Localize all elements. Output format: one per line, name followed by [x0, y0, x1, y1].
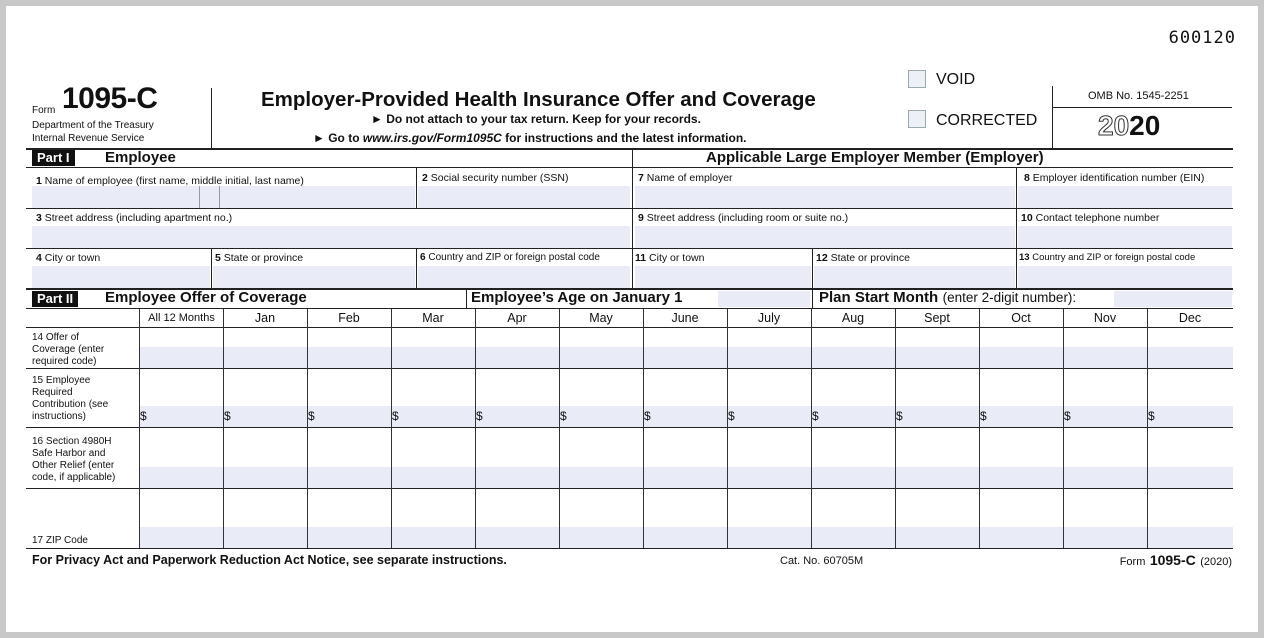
ssn-input[interactable] — [418, 186, 630, 208]
form-1095c-page — [6, 6, 1258, 632]
employer-state-input[interactable] — [814, 266, 1015, 288]
omb-rule — [1052, 107, 1232, 108]
month-header-jul: July — [757, 311, 781, 325]
employee-street-input[interactable] — [32, 226, 630, 248]
field-5-number: 5 — [215, 252, 221, 264]
employee-name-input[interactable] — [32, 186, 415, 208]
part1-center-divider — [632, 148, 633, 288]
employee-state-input[interactable] — [213, 266, 415, 288]
field-6-number: 6 — [420, 252, 426, 263]
currency-symbol: $ — [392, 409, 399, 423]
row-14-offer-inputs[interactable] — [140, 347, 1233, 368]
void-checkbox[interactable] — [908, 70, 926, 88]
plan-start-title: Plan Start Month — [819, 289, 939, 306]
divider-plan — [812, 290, 813, 308]
footer-form-id — [1120, 552, 1232, 570]
employee-zip-input[interactable] — [418, 266, 630, 288]
col-divider — [1063, 309, 1064, 548]
field-9-text: Street address (including room or suite no.) — [646, 212, 849, 224]
contact-phone-input[interactable] — [1018, 226, 1232, 248]
month-header-oct: Oct — [1011, 311, 1031, 325]
rule-part1-bottom — [26, 167, 1233, 168]
month-header-jan: Jan — [254, 311, 276, 325]
month-header-may: May — [589, 311, 613, 325]
plan-start-label — [819, 289, 1076, 307]
row-16-label: 16 Section 4980H Safe Harbor and Other Relief (enter code, if applicable) — [32, 436, 116, 483]
col-divider — [811, 309, 812, 548]
row-16-safe-harbor-inputs[interactable] — [140, 467, 1233, 488]
field-1-text: Name of employee (first name, middle initial, last name) — [44, 175, 304, 187]
employee-age-label: Employee’s Age on January 1 — [471, 289, 683, 306]
header-divider-left — [211, 88, 212, 148]
field-13-number: 13 — [1019, 252, 1030, 263]
currency-symbol: $ — [476, 409, 483, 423]
field-2-number: 2 — [422, 172, 428, 184]
footer-form-year: (2020) — [1200, 556, 1232, 568]
catalog-number: Cat. No. 60705M — [780, 555, 864, 567]
field-6-label — [420, 252, 600, 263]
currency-symbol: $ — [308, 409, 315, 423]
field-4-text: City or town — [44, 252, 101, 264]
field-7-number: 7 — [638, 172, 644, 184]
tax-year-bold: 20 — [1129, 110, 1161, 141]
currency-symbol: $ — [644, 409, 651, 423]
col-divider — [223, 309, 224, 548]
divider-11-12 — [812, 249, 813, 288]
form-title: Employer-Provided Health Insurance Offer and Coverage — [261, 88, 816, 111]
instruction-go-to: ► Go to — [313, 131, 363, 145]
rule-row2 — [26, 248, 1233, 249]
field-1-label — [36, 175, 304, 187]
divider-4-5 — [211, 249, 212, 288]
month-header-feb: Feb — [338, 311, 360, 325]
rule-row17 — [26, 548, 1233, 549]
field-4-label — [36, 252, 100, 264]
employer-street-input[interactable] — [635, 226, 1015, 248]
form-number: 1095-C — [62, 82, 158, 115]
employee-name-subdivider-2 — [219, 186, 220, 208]
currency-symbol: $ — [728, 409, 735, 423]
instruction-rest: for instructions and the latest information. — [501, 131, 747, 145]
field-6-text: Country and ZIP or foreign postal code — [428, 252, 600, 263]
field-5-label — [215, 252, 303, 264]
field-12-number: 12 — [816, 252, 828, 264]
rule-row15 — [26, 427, 1233, 428]
instruction-line-2 — [313, 131, 747, 145]
field-11-text: City or town — [649, 252, 705, 264]
field-8-text: Employer identification number (EIN) — [1032, 172, 1205, 184]
month-header-all12: All 12 Months — [148, 312, 215, 324]
field-2-label — [422, 172, 568, 184]
employee-city-input[interactable] — [32, 266, 210, 288]
footer-form-prefix: Form — [1119, 556, 1146, 568]
currency-symbol: $ — [140, 409, 147, 423]
field-2-text: Social security number (SSN) — [430, 172, 569, 184]
col-divider — [643, 309, 644, 548]
currency-symbol: $ — [1064, 409, 1071, 423]
col-divider — [559, 309, 560, 548]
month-header-apr: Apr — [507, 311, 527, 325]
field-7-label — [638, 172, 733, 184]
footer-form-number: 1095-C — [1149, 552, 1196, 568]
field-1-number: 1 — [36, 175, 42, 187]
plan-start-hint: (enter 2-digit number): — [942, 290, 1077, 305]
col-divider — [139, 309, 140, 548]
irs-name: Internal Revenue Service — [32, 133, 145, 144]
col-divider — [1147, 309, 1148, 548]
part1-title: Employee — [105, 149, 176, 166]
currency-symbol: $ — [1148, 409, 1155, 423]
omb-number: OMB No. 1545-2251 — [1088, 90, 1189, 102]
field-11-number: 11 — [635, 252, 647, 264]
dept-treasury: Department of the Treasury — [32, 120, 154, 131]
field-11-label — [635, 252, 704, 264]
field-3-number: 3 — [36, 212, 42, 224]
field-4-number: 4 — [36, 252, 42, 264]
rule-part1-top — [26, 148, 1233, 150]
field-7-text: Name of employer — [646, 172, 733, 184]
header-divider-right — [1052, 86, 1053, 148]
month-header-nov: Nov — [1093, 311, 1117, 325]
part1-badge: Part I — [32, 150, 75, 166]
month-header-mar: Mar — [422, 311, 444, 325]
instructions-link[interactable]: www.irs.gov/Form1095C — [362, 131, 502, 145]
row-14-label: 14 Offer of Coverage (enter required code) — [32, 332, 105, 367]
employer-city-input[interactable] — [635, 266, 811, 288]
rule-row14 — [26, 368, 1233, 369]
row-15-label: 15 Employee Required Contribution (see instructions) — [32, 375, 109, 422]
currency-symbol: $ — [896, 409, 903, 423]
tax-year — [1098, 110, 1160, 142]
row-17-zip-inputs[interactable] — [140, 527, 1233, 548]
tax-year-outline: 20 — [1098, 110, 1130, 141]
field-10-label — [1021, 212, 1159, 224]
field-9-label — [638, 212, 848, 224]
month-header-jun: June — [671, 311, 699, 325]
currency-symbol: $ — [560, 409, 567, 423]
field-5-text: State or province — [223, 252, 304, 264]
field-3-text: Street address (including apartment no.) — [44, 212, 233, 224]
employee-age-input[interactable] — [718, 291, 810, 307]
rule-months-bottom — [26, 327, 1233, 328]
employer-name-input[interactable] — [635, 186, 1015, 208]
field-12-label — [816, 252, 910, 264]
col-divider — [307, 309, 308, 548]
employee-name-subdivider-1 — [199, 186, 200, 208]
form-prefix: Form — [32, 105, 56, 116]
field-10-text: Contact telephone number — [1035, 212, 1160, 224]
corrected-label: CORRECTED — [936, 112, 1038, 129]
field-8-number: 8 — [1024, 172, 1030, 184]
currency-symbol: $ — [812, 409, 819, 423]
col-divider — [391, 309, 392, 548]
field-13-label — [1019, 252, 1195, 263]
privacy-notice: For Privacy Act and Paperwork Reduction Act Notice, see separate instructions. — [32, 553, 507, 567]
instruction-line-1: ► Do not attach to your tax return. Keep for your records. — [371, 112, 701, 126]
corrected-checkbox[interactable] — [908, 110, 926, 128]
currency-symbol: $ — [224, 409, 231, 423]
divider-5-6 — [416, 249, 417, 288]
control-number: 600120 — [1168, 28, 1236, 48]
divider-7-8 — [1016, 168, 1017, 288]
employer-section-title: Applicable Large Employer Member (Employer) — [706, 149, 1044, 166]
divider-1-2 — [416, 168, 417, 208]
field-12-text: State or province — [830, 252, 910, 264]
row-17-label: 17 ZIP Code — [32, 535, 88, 546]
field-8-label — [1024, 172, 1204, 184]
month-header-sep: Sept — [924, 311, 950, 325]
month-header-dec: Dec — [1178, 311, 1202, 325]
col-divider — [475, 309, 476, 548]
field-13-text: Country and ZIP or foreign postal code — [1032, 252, 1196, 263]
rule-row16 — [26, 488, 1233, 489]
col-divider — [979, 309, 980, 548]
part2-badge: Part II — [32, 291, 78, 307]
col-divider — [895, 309, 896, 548]
field-10-number: 10 — [1021, 212, 1033, 224]
ein-input[interactable] — [1018, 186, 1232, 208]
part2-title: Employee Offer of Coverage — [105, 289, 307, 306]
field-9-number: 9 — [638, 212, 644, 224]
divider-age — [466, 290, 467, 308]
currency-symbol: $ — [980, 409, 987, 423]
month-header-aug: Aug — [841, 311, 865, 325]
plan-start-month-input[interactable] — [1114, 291, 1232, 307]
void-label: VOID — [936, 71, 976, 88]
col-divider — [727, 309, 728, 548]
rule-row1 — [26, 208, 1233, 209]
employer-zip-input[interactable] — [1018, 266, 1232, 288]
field-3-label — [36, 212, 232, 224]
rule-months-top — [26, 308, 1233, 309]
